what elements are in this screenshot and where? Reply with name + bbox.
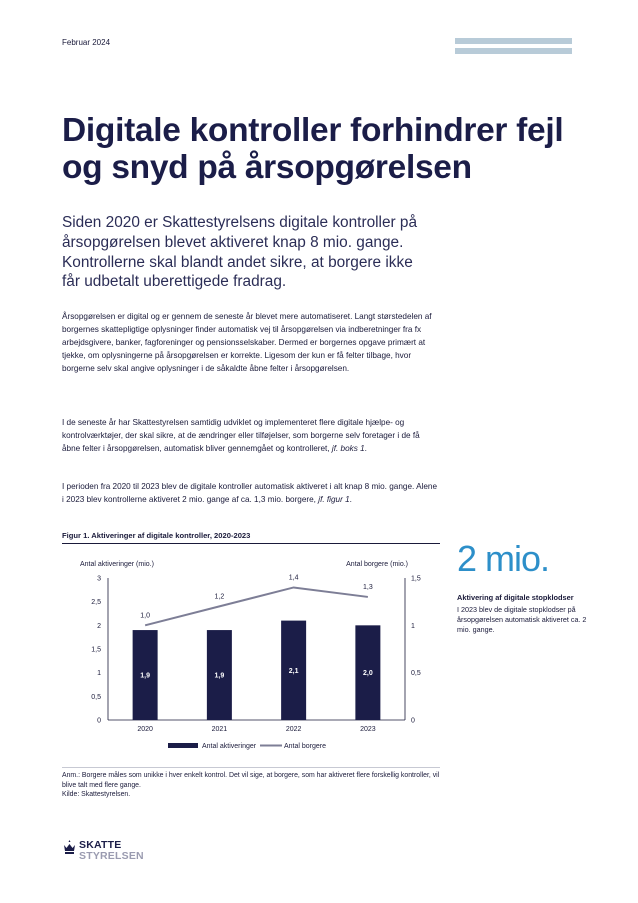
y-tick-label-left: 2,5 xyxy=(91,599,101,607)
line-value-label: 1,3 xyxy=(363,583,373,591)
y-ticks-right xyxy=(411,576,421,725)
chart-legend xyxy=(168,743,326,750)
skattestyrelsen-logo xyxy=(62,838,172,868)
figure-title: Figur 1. Aktiveringer af digitale kontroller, 2020-2023 xyxy=(62,531,251,540)
bar-series xyxy=(133,621,381,720)
bar-value-label: 2,1 xyxy=(288,667,299,675)
body-paragraph-3 xyxy=(62,480,440,506)
figure-title-rule xyxy=(62,543,440,544)
header-bar xyxy=(455,48,572,54)
logo-line-2: STYRELSEN xyxy=(79,850,144,862)
key-figure-text: I 2023 blev de digitale stopklodser på årsopgørelsen automatisk aktiveret ca. 2 mio. gange. xyxy=(457,605,587,635)
body-paragraph-1: Årsopgørelsen er digital og er gennem de seneste år blevet mere automatiseret. Langt størstedelen af borgernes skattepligtige oplysninger finder automatisk vej til årsopgørelsen via indberetninger fra fx arbejdsgivere, banker, fagforeninger og pensionsselskaber. Dermed er borgernes opgave primært at tjekke, om oplysningerne på årsopgørelsen er korrekte. Ligesom der kun er få felter tilbage, hvor borgerne selv skal angive oplysninger i de såkaldte åbne felter i årsopgørelsen. xyxy=(62,312,432,373)
lead-paragraph: Siden 2020 er Skattestyrelsens digitale kontroller på årsopgørelsen blevet aktiveret knap 8 mio. gange. Kontrollerne skal blandt andet sikre, at borgere ikke får udbetalt uberettigede fradrag. xyxy=(62,214,418,291)
y-axis-left-label: Antal aktiveringer (mio.) xyxy=(80,561,154,568)
x-tick-label: 2020 xyxy=(137,726,153,733)
x-tick-labels xyxy=(137,726,375,733)
box-reference-link: jf. boks 1 xyxy=(331,444,365,453)
y-tick-label-left: 1,5 xyxy=(91,646,101,654)
line-series xyxy=(140,574,373,625)
line-value-label: 1,4 xyxy=(288,574,299,582)
x-tick-label: 2021 xyxy=(211,726,228,733)
y-tick-label-left: 2 xyxy=(97,622,101,630)
x-tick-label: 2022 xyxy=(285,726,302,733)
period: . xyxy=(349,495,352,504)
y-tick-label-left: 0,5 xyxy=(91,693,101,701)
line-value-label: 1,0 xyxy=(140,612,150,620)
paragraph-text: I perioden fra 2020 til 2023 blev de digitale kontroller automatisk aktiveret i alt knap 8 mio. gange. Alene i 2023 blev kontrollerne aktiveret 2 mio. gange af ca. 1,3 mio. borgere, xyxy=(62,482,438,504)
legend-label-activations: Antal aktiveringer xyxy=(202,743,257,750)
crown-icon xyxy=(62,840,77,856)
citizens-line xyxy=(145,587,368,625)
y-ticks-left xyxy=(91,576,101,725)
y-tick-label-right: 0,5 xyxy=(411,670,421,678)
figure-source: Kilde: Skattestyrelsen. xyxy=(62,791,131,798)
y-tick-label-right: 0 xyxy=(411,717,415,725)
y-tick-label-left: 3 xyxy=(97,575,101,583)
y-tick-label-left: 1 xyxy=(97,670,101,678)
y-tick-label-right: 1 xyxy=(411,622,415,630)
y-tick-label-left: 0 xyxy=(97,717,101,725)
bar-value-label: 2,0 xyxy=(363,670,373,678)
y-tick-label-right: 1,5 xyxy=(411,575,421,583)
figure-note: Anm.: Borgere måles som unikke i hver enkelt kontrol. Det vil sige, at borgere, som har aktiveret flere forskellig kontroller, vil blive talt med flere gange. xyxy=(62,772,440,789)
bar-value-label: 1,9 xyxy=(140,672,150,680)
x-tick-label: 2023 xyxy=(360,726,376,733)
key-figure-value: 2 mio. xyxy=(457,538,550,579)
line-value-label: 1,2 xyxy=(214,593,225,601)
activations-chart xyxy=(62,548,440,758)
body-paragraph-2 xyxy=(62,416,440,455)
page-title: Digitale kontroller forhindrer fejl og snyd på årsopgørelsen xyxy=(62,112,564,186)
period: . xyxy=(364,444,367,453)
header-decoration-bars xyxy=(455,38,572,58)
header-bar xyxy=(455,38,572,44)
key-figure-heading: Aktivering af digitale stopklodser xyxy=(457,593,574,602)
report-date: Februar 2024 xyxy=(62,38,111,47)
legend-label-citizens: Antal borgere xyxy=(284,743,327,750)
figure-reference-link: jf. figur 1 xyxy=(318,495,350,504)
y-axis-right-label: Antal borgere (mio.) xyxy=(346,561,408,568)
logo-line-1: SKATTE xyxy=(79,839,122,851)
bar-value-label: 1,9 xyxy=(214,672,225,680)
notes-rule xyxy=(62,767,440,768)
paragraph-text: I de seneste år har Skattestyrelsen samtidig udviklet og implementeret flere digitale hjælpe- og kontrolværktøjer, der skal sikre, at de ændringer eller tilføjelser, som borgerne selv foretager i de få åbne felter i årsopgørelsen, automatisk bliver gennemgået og kontrolleret, xyxy=(62,418,420,453)
legend-swatch-activations xyxy=(168,743,198,748)
